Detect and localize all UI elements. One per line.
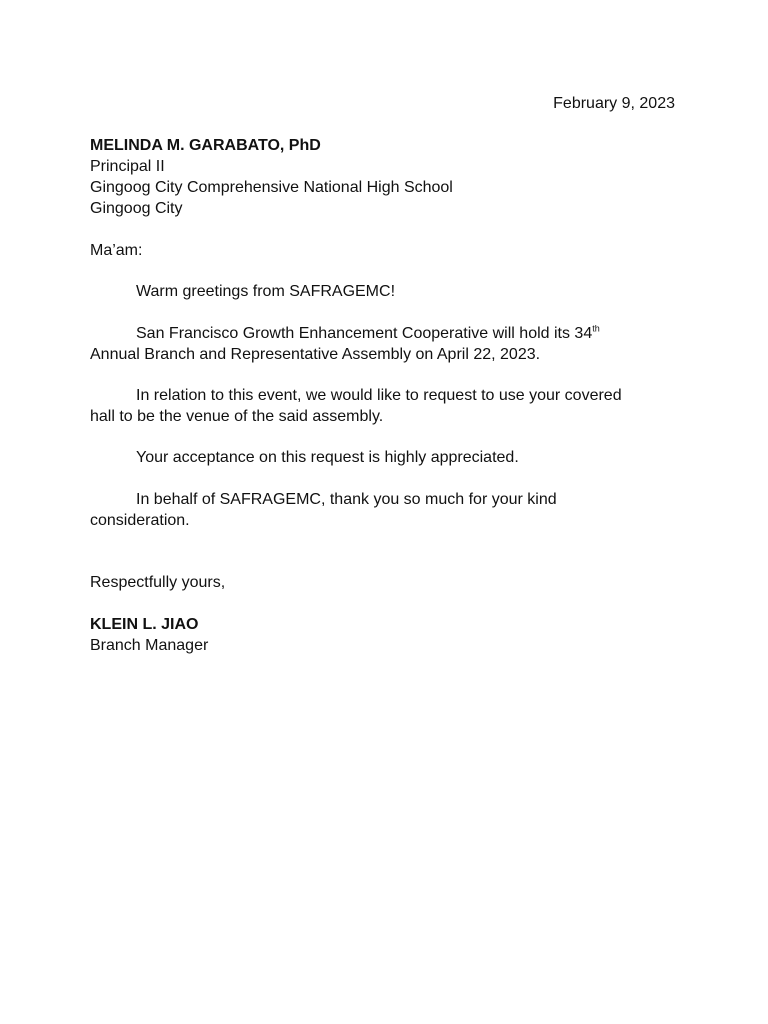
paragraph-request-line1: In relation to this event, we would like to request to use your covered xyxy=(136,387,622,404)
letter-date: February 9, 2023 xyxy=(553,95,675,112)
paragraph-event-line1 xyxy=(136,323,600,344)
recipient-school: Gingoog City Comprehensive National High School xyxy=(90,179,453,196)
paragraph-thanks-line2: consideration. xyxy=(90,512,190,529)
recipient-name: MELINDA M. GARABATO, PhD xyxy=(90,137,321,154)
ordinal-suffix: th xyxy=(592,323,600,334)
paragraph-request-line2: hall to be the venue of the said assembly. xyxy=(90,408,384,425)
closing: Respectfully yours, xyxy=(90,574,226,591)
signatory-title: Branch Manager xyxy=(90,637,209,654)
recipient-city: Gingoog City xyxy=(90,200,183,217)
signatory-name: KLEIN L. JIAO xyxy=(90,616,199,633)
paragraph-greeting: Warm greetings from SAFRAGEMC! xyxy=(136,283,396,300)
salutation: Ma’am: xyxy=(90,242,143,259)
recipient-title: Principal II xyxy=(90,158,165,175)
paragraph-event-line2: Annual Branch and Representative Assembly on April 22, 2023. xyxy=(90,346,541,363)
paragraph-acceptance: Your acceptance on this request is highly appreciated. xyxy=(136,449,519,466)
paragraph-thanks-line1: In behalf of SAFRAGEMC, thank you so much for your kind xyxy=(136,491,557,508)
paragraph-event-text: San Francisco Growth Enhancement Cooperative will hold its 34 xyxy=(136,325,593,342)
